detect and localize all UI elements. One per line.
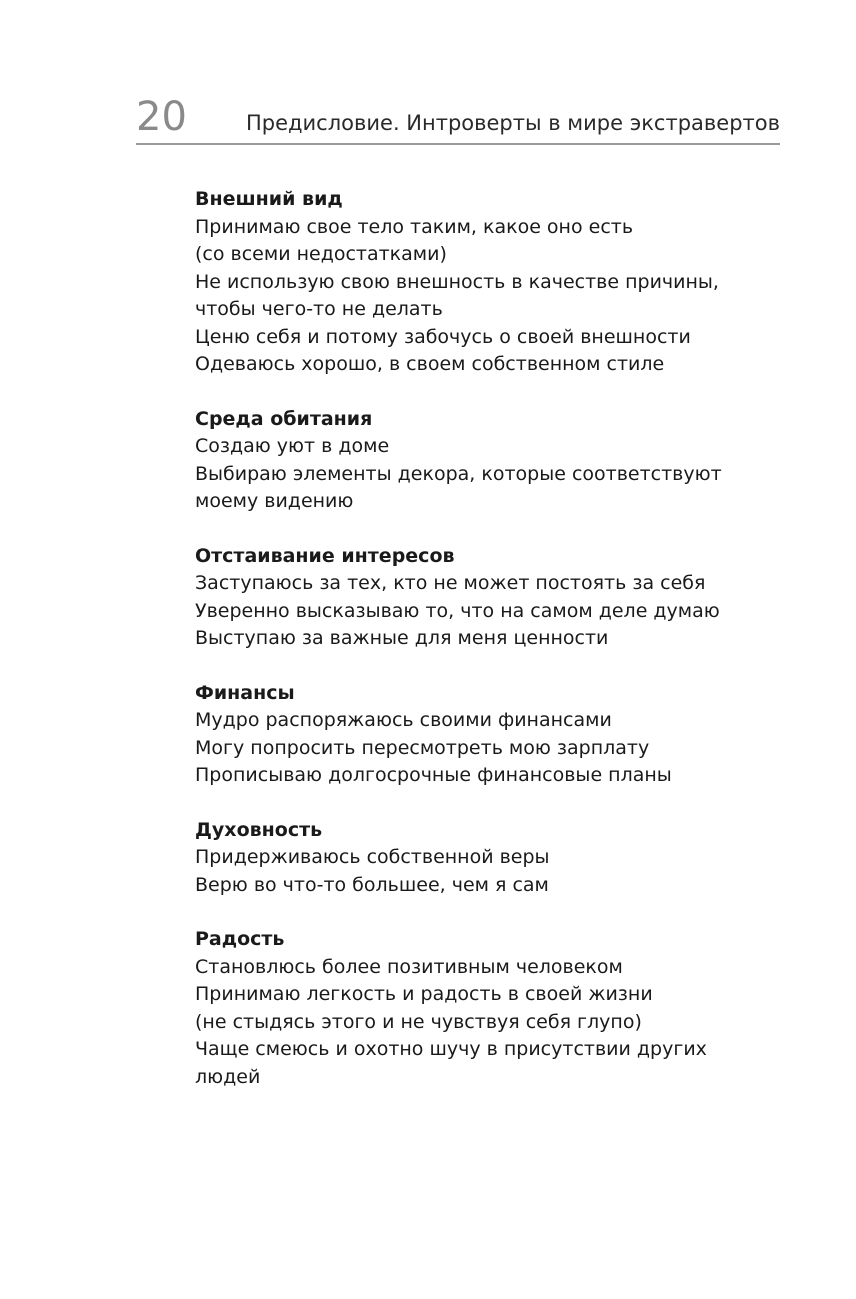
text-line: Становлюсь более позитивным человеком bbox=[195, 955, 623, 978]
section-lines bbox=[195, 954, 755, 1092]
text-line: Ценю себя и потому забочусь о своей внешности bbox=[195, 325, 691, 348]
text-line: чтобы чего-то не делать bbox=[195, 298, 443, 320]
text-line: Принимаю легкость и радость в своей жизни bbox=[195, 983, 653, 1005]
text-line: (не стыдясь этого и не чувствуя себя глупо) bbox=[195, 1010, 642, 1033]
content-section bbox=[195, 543, 755, 653]
section-lines bbox=[195, 570, 755, 653]
section-lines bbox=[195, 707, 755, 790]
section-lines bbox=[195, 433, 755, 516]
content-section bbox=[195, 406, 755, 516]
page-content bbox=[195, 186, 755, 1118]
section-title: Внешний вид bbox=[195, 188, 343, 210]
content-section bbox=[195, 926, 755, 1091]
text-line: Придерживаюсь собственной веры bbox=[195, 846, 550, 868]
text-line: Выступаю за важные для меня ценности bbox=[195, 627, 609, 649]
text-line: моему видению bbox=[195, 490, 354, 512]
header-divider bbox=[136, 143, 780, 145]
section-lines bbox=[195, 214, 755, 379]
text-line: Уверенно высказываю то, что на самом деле думаю bbox=[195, 599, 720, 622]
section-title: Среда обитания bbox=[195, 407, 373, 430]
running-header: Предисловие. Интроверты в мире экстравертов bbox=[245, 111, 780, 135]
section-title: Духовность bbox=[195, 818, 323, 841]
section-lines bbox=[195, 844, 755, 899]
text-line: Мудро распоряжаюсь своими финансами bbox=[195, 709, 612, 731]
text-line: Заступаюсь за тех, кто не может постоять за себя bbox=[195, 572, 706, 594]
section-title: Радость bbox=[195, 928, 285, 950]
text-line: Чаще смеюсь и охотно шучу в присутствии других bbox=[195, 1038, 707, 1060]
text-line: Верю во что-то большее, чем я сам bbox=[195, 873, 549, 896]
text-line: Выбираю элементы декора, которые соответствуют bbox=[195, 462, 722, 485]
section-title: Отстаивание интересов bbox=[195, 544, 455, 567]
text-line: Прописываю долгосрочные финансовые планы bbox=[195, 764, 672, 786]
content-section bbox=[195, 680, 755, 790]
content-section bbox=[195, 186, 755, 379]
text-line: Создаю уют в доме bbox=[195, 435, 390, 457]
text-line: Не использую свою внешность в качестве причины, bbox=[195, 270, 719, 293]
page-number: 20 bbox=[136, 94, 187, 140]
text-line: Одеваюсь хорошо, в своем собственном стиле bbox=[195, 353, 665, 375]
content-section bbox=[195, 817, 755, 900]
text-line: людей bbox=[195, 1065, 261, 1088]
section-title: Финансы bbox=[195, 681, 295, 704]
text-line: Могу попросить пересмотреть мою зарплату bbox=[195, 736, 650, 759]
text-line: (со всеми недостатками) bbox=[195, 243, 447, 265]
text-line: Принимаю свое тело таким, какое оно есть bbox=[195, 215, 634, 238]
